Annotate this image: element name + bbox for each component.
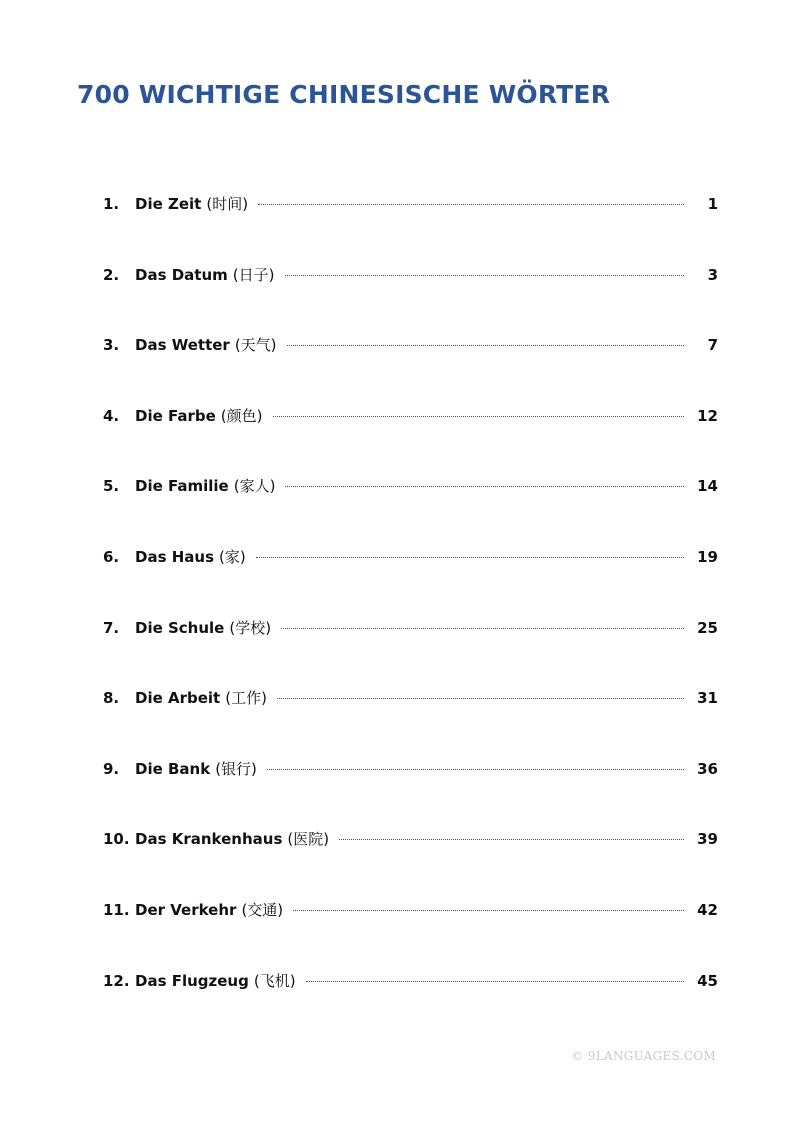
dot-leader	[281, 627, 684, 629]
toc-entry[interactable]	[103, 469, 718, 540]
toc-entry-chinese: (飞机)	[253, 971, 296, 990]
dot-leader	[258, 203, 684, 205]
toc-entry-page: 31	[697, 689, 718, 708]
toc-entry-page: 25	[697, 618, 718, 637]
toc-entry-title: Die Zeit	[135, 195, 202, 213]
toc-entry-page: 14	[697, 477, 718, 496]
dot-leader	[256, 556, 684, 558]
toc-entry-chinese: (学校)	[229, 618, 272, 637]
toc-entry-title: Das Flugzeug	[135, 971, 249, 990]
toc-entry-page: 3	[707, 265, 718, 284]
toc-entry[interactable]	[103, 681, 718, 752]
toc-entry-title: Der Verkehr	[135, 900, 237, 919]
toc-entry-page: 12	[697, 406, 718, 425]
toc-entry-number: 1.	[103, 195, 120, 213]
toc-entry[interactable]	[103, 752, 718, 823]
toc-entry[interactable]	[103, 611, 718, 682]
toc-entry-chinese: (医院)	[287, 830, 330, 849]
toc-entry-page: 1	[707, 195, 718, 213]
toc-entry[interactable]	[103, 187, 718, 258]
toc-entry-page: 19	[697, 547, 718, 566]
dot-leader	[285, 274, 685, 276]
toc-entry-chinese: (日子)	[232, 265, 275, 284]
toc-entry-chinese: (交通)	[241, 900, 284, 919]
toc-entry[interactable]	[103, 399, 718, 470]
toc-entry-title: Das Krankenhaus	[135, 830, 283, 849]
toc-entry-chinese: (颜色)	[220, 406, 263, 425]
toc-entry[interactable]	[103, 328, 718, 399]
dot-leader	[339, 838, 684, 840]
toc-entry-title: Die Familie	[135, 477, 229, 496]
toc-entry-page: 45	[697, 971, 718, 990]
toc-entry-chinese: (工作)	[225, 689, 267, 708]
toc-entry-page: 42	[697, 900, 718, 919]
toc-entry-number: 6.	[103, 547, 120, 566]
toc-entry-number: 9.	[103, 759, 120, 778]
toc-entry-number: 4.	[103, 406, 120, 425]
toc-entry-title: Die Bank	[135, 759, 211, 778]
toc-entry-number: 3.	[103, 336, 120, 355]
dot-leader	[277, 697, 684, 699]
table-of-contents	[103, 187, 718, 1034]
toc-entry-chinese: (银行)	[215, 759, 257, 778]
dot-leader	[273, 415, 684, 417]
toc-entry[interactable]	[103, 893, 718, 964]
toc-entry-chinese: (家人)	[233, 477, 276, 496]
toc-entry-title: Das Haus	[135, 547, 215, 566]
toc-entry-number: 2.	[103, 265, 120, 284]
toc-entry-chinese: (时间)	[206, 195, 249, 213]
page-title: 700 WICHTIGE CHINESISCHE WÖRTER	[77, 80, 611, 109]
dot-leader	[267, 768, 684, 770]
toc-entry-number: 8.	[103, 689, 120, 708]
toc-entry-page: 7	[707, 336, 718, 355]
toc-entry-title: Das Wetter	[135, 336, 230, 355]
toc-entry-number: 7.	[103, 618, 120, 637]
toc-entry-number: 5.	[103, 477, 120, 496]
toc-entry-number: 10.	[103, 830, 130, 849]
toc-entry-title: Die Arbeit	[135, 689, 221, 708]
toc-entry[interactable]	[103, 964, 718, 1035]
toc-entry[interactable]	[103, 540, 718, 611]
dot-leader	[293, 909, 684, 911]
watermark: © 9LANGUAGES.COM	[571, 1049, 716, 1063]
toc-entry-title: Das Datum	[135, 265, 228, 284]
toc-entry-page: 39	[697, 830, 718, 849]
toc-entry-number: 11.	[103, 900, 130, 919]
toc-entry[interactable]	[103, 258, 718, 329]
dot-leader	[285, 485, 684, 487]
dot-leader	[287, 344, 684, 346]
dot-leader	[306, 980, 684, 982]
toc-entry-title: Die Schule	[135, 618, 225, 637]
toc-entry-number: 12.	[103, 971, 130, 990]
toc-entry-title: Die Farbe	[135, 406, 216, 425]
toc-entry[interactable]	[103, 822, 718, 893]
toc-entry-page: 36	[697, 759, 718, 778]
toc-entry-chinese: (家)	[219, 547, 246, 566]
toc-entry-chinese: (天气)	[234, 336, 277, 355]
